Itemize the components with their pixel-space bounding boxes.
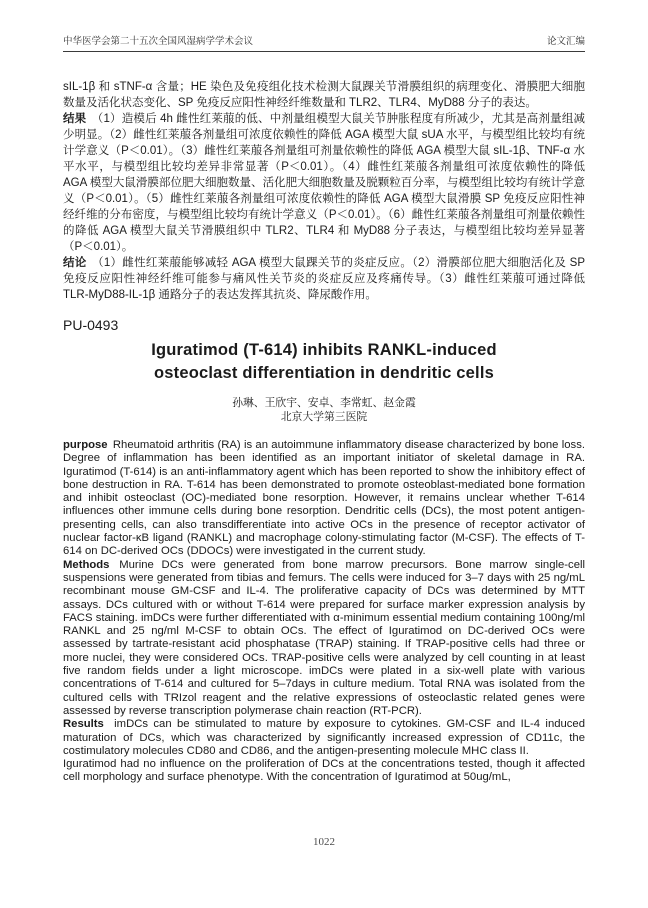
cn-intro-text: sIL-1β 和 sTNF-α 含量；HE 染色及免疫组化技术检测大鼠踝关节滑膜组织的病理变化、滑膜肥大细胞数量及活化状态变化、SP 免疫反应阳性神经纤维数量和 TLR2、TLR4、MyD88 分子的表达。 xyxy=(63,81,585,109)
cn-conclusion-text: （1）雌性红莱菔能够减轻 AGA 模型大鼠踝关节的炎症反应。（2）滑膜部位肥大细胞活化及 SP 免疫反应阳性神经纤维可能参与痛风性关节炎的炎症反应及疼痛传导。（3）雌性红莱菔可通过降低 TLR-MyD88-IL-1β 通路分子的表达发挥其抗炎、降尿酸作用。 xyxy=(63,257,586,301)
en-results-text: imDCs can be stimulated to mature by exposure to cytokines. GM-CSF and IL-4 induced maturation of DCs, which was characterized by significantly increased expression of CD11c, the costimulatory molecules CD80 and CD86, and the antigen-presenting molecule MHC class II. xyxy=(63,718,586,757)
cn-conclusion-paragraph xyxy=(63,255,585,303)
en-methods-label: Methods xyxy=(63,558,110,571)
paper-title-line2: osteoclast differentiation in dendritic cells xyxy=(154,364,494,382)
page-content xyxy=(63,0,585,785)
paper-title-line1: Iguratimod (T-614) inhibits RANKL-induced xyxy=(151,341,497,359)
en-purpose-text: Rheumatoid arthritis (RA) is an autoimmune inflammatory disease characterized by bone loss. Degree of inflammation has been identified as an important initiator of skeletal damage in RA. Iguratimod (T-614) is an anti-inflammatory agent which has been reported to show the inhibitory effect of bone destruction in RA. T-614 has been demonstrated to promote osteoblast-mediated bone formation and inhibit osteoclast (OC)-mediated bone resorption. However, it remains unclear whether T-614 influences other immune cells during bone resorption. Dendritic cells (DCs), the most potent antigen-presenting cells, can also transdifferentiate into active OCs in the presence of receptor activator of nuclear factor-κB ligand (RANKL) and macrophage colony-stimulating factor (M-CSF). The effects of T-614 on DC-derived OCs (DDOCs) were investigated in the current study. xyxy=(63,439,585,558)
paper-affiliation: 北京大学第三医院 xyxy=(280,411,368,423)
en-results-cont-text: Iguratimod had no influence on the proliferation of DCs at the concentrations tested, though it affected cell morphology and surface phenotype. With the concentration of Iguratimod at 50ug/mL, xyxy=(63,758,585,784)
cn-results-label: 结果 xyxy=(63,113,87,125)
paper-authors: 孙琳、王欣宇、安卓、李常虹、赵金霞 xyxy=(232,397,416,409)
en-methods-text: Murine DCs were generated from bone marrow precursors. Bone marrow single-cell suspensions were generated from tibias and femurs. The cells were induced for 3–7 days with 25 ng/mL recombinant mouse GM-CSF and IL-4. The proliferative capacity of DCs was determined by MTT assays. DCs cultured with or without T-614 were prepared for surface marker expression analysis by FACS staining. imDCs were further differentiated with α-minimum essential medium containing 100ng/ml RANKL and 25 ng/ml M-CSF to obtain OCs. The effect of Iguratimod on DC-derived OCs were assessed by tartrate-resistant acid phosphatase (TRAP) staining. If TRAP-positive cells had three or more nuclei, they were considered OCs. TRAP-positive cells were analyzed by cell counting in at least five random fields under a light microscope. imDCs were plated in a six-well plate with various concentrations of T-614 and cultured for 5–7days in culture medium. Total RNA was isolated from the cultured cells with TRIzol reagent and the relative expressions of osteoclastic related genes were assessed by reverse transcription polymerase chain reaction (RT-PCR). xyxy=(63,558,586,717)
en-methods-paragraph xyxy=(63,559,585,719)
running-header xyxy=(63,0,585,52)
cn-results-text: （1）造模后 4h 雌性红莱菔的低、中剂量组模型大鼠关节肿胀程度有所减少，尤其是高剂量组减少明显。（2）雌性红莱菔各剂量组可浓度依赖性的降低 AGA 模型大鼠 sUA 水平，与模型组比较均有统计学意义（P＜0.01）。（3）雌性红莱菔各剂量组可剂量依赖性的降低 AGA 模型大鼠 sIL-1β、TNF-α 水平水平，与模型组比较均差异非常显著（P＜0.01）。（4）雌性红莱菔各剂量组可浓度依赖性的降低 AGA 模型大鼠滑膜部位肥大细胞数量、活化肥大细胞数量及脱颗粒百分率，与模型组比较均有统计学意义（P＜0.01）。（5）雌性红莱菔各剂量组可浓度依赖性的降低 AGA 模型大鼠滑膜 SP 免疫反应阳性神经纤维的分布密度，与模型组比较均有统计学意义（P＜0.01）。（6）雌性红莱菔各剂量组可剂量依赖性的降低 AGA 模型大鼠关节滑膜组织中 TLR2、TLR4 和 MyD88 分子表达，与模型组比较均差异显著（P＜0.01）。 xyxy=(63,113,586,253)
en-results-label: Results xyxy=(63,718,104,731)
chinese-abstract xyxy=(63,79,585,303)
header-volume-label: 论文汇编 xyxy=(546,36,585,47)
cn-intro-paragraph xyxy=(63,79,585,111)
page-number: 1022 xyxy=(313,836,335,848)
en-results-cont-paragraph xyxy=(63,758,585,785)
en-purpose-paragraph xyxy=(63,439,585,559)
paper-title xyxy=(63,339,585,385)
en-purpose-label: purpose xyxy=(63,439,108,451)
cn-results-paragraph xyxy=(63,111,585,255)
paper-id: PU-0493 xyxy=(63,317,119,333)
english-abstract xyxy=(63,439,585,785)
cn-conclusion-label: 结论 xyxy=(63,257,87,269)
header-conference-title: 中华医学会第二十五次全国风湿病学学术会议 xyxy=(63,36,254,47)
en-results-paragraph xyxy=(63,718,585,758)
